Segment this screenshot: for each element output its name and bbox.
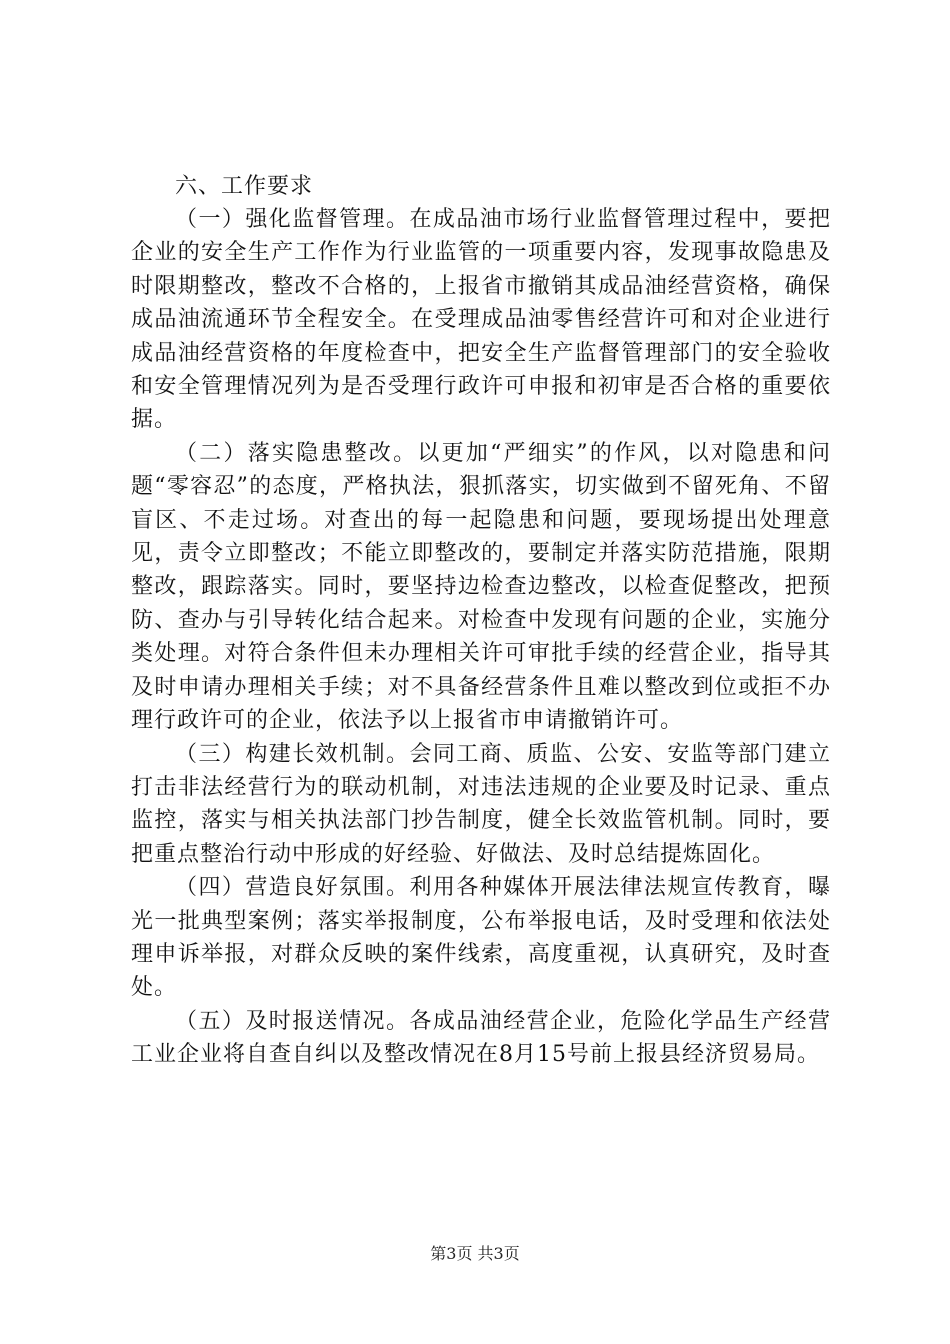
paragraph-4: （四）营造良好氛围。利用各种媒体开展法律法规宣传教育，曝光一批典型案例；落实举报制度，公布举报电话，及时受理和依法处理申诉举报，对群众反映的案件线索，高度重视，认真研究，及时查处。	[131, 875, 831, 1001]
page-number-footer: 第3页 共3页	[430, 1244, 520, 1263]
paragraph-2: （二）落实隐患整改。以更加“严细实”的作风，以对隐患和问题“零容忍”的态度，严格执法，狠抓落实，切实做到不留死角、不留盲区、不走过场。对查出的每一起隐患和问题，要现场提出处理意见，责令立即整改；不能立即整改的，要制定并落实防范措施，限期整改，跟踪落实。同时，要坚持边检查边整改，以检查促整改，把预防、查办与引导转化结合起来。对检查中发现有问题的企业，实施分类处理。对符合条件但未办理相关许可审批手续的经营企业，指导其及时申请办理相关手续；对不具备经营条件且难以整改到位或拒不办理行政许可的企业，依法予以上报省市申请撤销许可。	[131, 440, 831, 734]
paragraph-1: （一）强化监督管理。在成品油市场行业监督管理过程中，要把企业的安全生产工作作为行业监管的一项重要内容，发现事故隐患及时限期整改，整改不合格的，上报省市撤销其成品油经营资格，确保成品油流通环节全程安全。在受理成品油零售经营许可和对企业进行成品油经营资格的年度检查中，把安全生产监督管理部门的安全验收和安全管理情况列为是否受理行政许可申报和初审是否合格的重要依据。	[131, 207, 831, 433]
section-title: 六、工作要求	[175, 174, 314, 199]
document-body	[131, 170, 831, 1072]
paragraph-3: （三）构建长效机制。会同工商、质监、公安、安监等部门建立打击非法经营行为的联动机制，对违法违规的企业要及时记录、重点监控，落实与相关执法部门抄告制度，健全长效监管机制。同时，要把重点整治行动中形成的好经验、好做法、及时总结提炼固化。	[131, 741, 831, 867]
paragraph-5: （五）及时报送情况。各成品油经营企业，危险化学品生产经营工业企业将自查自纠以及整改情况在8月15号前上报县经济贸易局。	[131, 1008, 831, 1068]
